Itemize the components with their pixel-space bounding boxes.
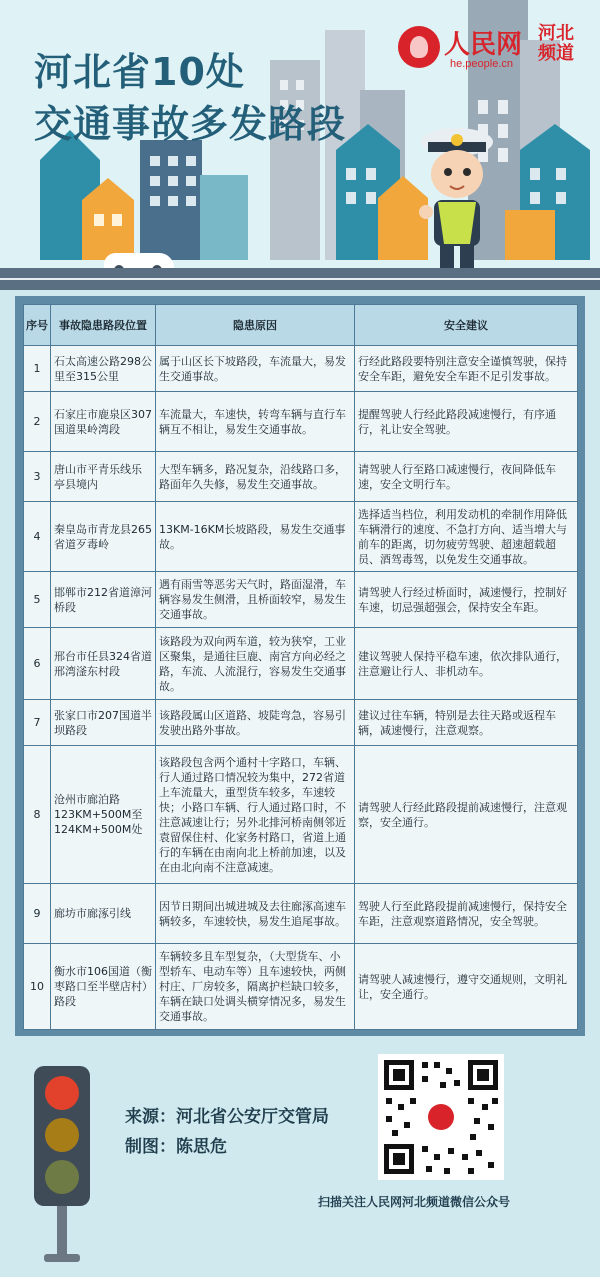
table-row — [24, 884, 578, 944]
qr-code-icon[interactable] — [378, 1054, 504, 1180]
source-credit: 来源：河北省公安厅交管局 — [125, 1107, 329, 1127]
row-advice: 请驾驶人行经过桥面时，减速慢行，控制好车速，切忌强超强会，保持安全车距。 — [355, 572, 578, 628]
row-index: 10 — [24, 944, 51, 1030]
header-cause: 隐患原因 — [156, 305, 355, 346]
row-cause: 属于山区长下坡路段，车流量大，易发生交通事故。 — [156, 346, 355, 392]
header-banner — [0, 0, 600, 290]
accident-sections-table — [23, 304, 578, 1030]
amber-lamp-icon — [45, 1118, 79, 1152]
logo-channel: 河北频道 — [538, 23, 574, 64]
people-daily-logo — [398, 22, 588, 78]
table-row — [24, 700, 578, 746]
row-location: 石家庄市鹿泉区307国道果岭湾段 — [51, 392, 156, 452]
row-location: 秦皇岛市青龙县265省道歹毒岭 — [51, 502, 156, 572]
row-advice: 请驾驶人行经此路段提前减速慢行，注意观察，安全通行。 — [355, 746, 578, 884]
credits — [125, 1102, 329, 1162]
footer — [0, 1040, 600, 1277]
row-location: 衡水市106国道（衡枣路口至半壁店村）路段 — [51, 944, 156, 1030]
header-location: 事故隐患路段位置 — [51, 305, 156, 346]
row-location: 石太高速公路298公里至315公里 — [51, 346, 156, 392]
row-location: 唐山市平青乐线乐亭县境内 — [51, 452, 156, 502]
row-advice: 行经此路段要特别注意安全谨慎驾驶，保持安全车距，避免安全车距不足引发事故。 — [355, 346, 578, 392]
row-index: 5 — [24, 572, 51, 628]
row-advice: 建议驾驶人保持平稳车速，依次排队通行，注意避让行人、非机动车。 — [355, 628, 578, 700]
table-row — [24, 572, 578, 628]
row-cause: 该路段为双向两车道，较为狭窄，工业区聚集，是通往巨鹿、南宫方向必经之路，车流、人流混行，容易发生交通事故。 — [156, 628, 355, 700]
title-line-1: 河北省10处 — [34, 50, 245, 94]
green-lamp-icon — [45, 1160, 79, 1194]
table-row — [24, 628, 578, 700]
row-index: 7 — [24, 700, 51, 746]
row-advice: 驾驶人行至此路段提前减速慢行，保持安全车距，注意观察道路情况，安全驾驶。 — [355, 884, 578, 944]
header-index: 序号 — [24, 305, 51, 346]
table-row — [24, 346, 578, 392]
row-index: 4 — [24, 502, 51, 572]
row-advice: 提醒驾驶人行经此路段减速慢行，有序通行，礼让安全驾驶。 — [355, 392, 578, 452]
row-location: 沧州市廊泊路123KM+500M至124KM+500M处 — [51, 746, 156, 884]
row-location: 邯郸市212省道漳河桥段 — [51, 572, 156, 628]
header-advice: 安全建议 — [355, 305, 578, 346]
row-advice: 请驾驶人减速慢行，遵守交通规则，文明礼让，安全通行。 — [355, 944, 578, 1030]
row-location: 邢台市任县324省道邢湾滏东村段 — [51, 628, 156, 700]
table-row — [24, 452, 578, 502]
row-cause: 大型车辆多，路况复杂，沿线路口多，路面年久失修，易发生交通事故。 — [156, 452, 355, 502]
logo-name: 人民网 — [444, 30, 523, 60]
row-index: 2 — [24, 392, 51, 452]
row-advice: 建议过往车辆，特别是去往天路或返程车辆，减速慢行，注意观察。 — [355, 700, 578, 746]
row-cause: 车流量大，车速快，转弯车辆与直行车辆互不相让，易发生交通事故。 — [156, 392, 355, 452]
accident-table-frame — [15, 296, 585, 1036]
table-header-row — [24, 305, 578, 346]
red-lamp-icon — [45, 1076, 79, 1110]
row-index: 1 — [24, 346, 51, 392]
row-index: 9 — [24, 884, 51, 944]
row-cause: 因节日期间出城进城及去往廊涿高速车辆较多，车速较快，易发生追尾事故。 — [156, 884, 355, 944]
author-credit: 制图：陈思危 — [125, 1137, 227, 1157]
table-row — [24, 746, 578, 884]
row-cause: 该路段包含两个通村十字路口，车辆、行人通过路口情况较为集中，272省道上车流量大，重型货车较多，车速较快；小路口车辆、行人通过路口时，不注意减速让行；另外北排河桥南侧邻近袁留保住村、化家务村路口，省道上通行的车辆在由南向北上桥前加速，以及在由北向南不注意减速。 — [156, 746, 355, 884]
row-location: 张家口市207国道半坝路段 — [51, 700, 156, 746]
qr-caption: 扫描关注人民网河北频道微信公众号 — [318, 1195, 511, 1209]
row-cause: 13KM-16KM长坡路段，易发生交通事故。 — [156, 502, 355, 572]
logo-emblem-icon — [398, 26, 440, 68]
row-index: 8 — [24, 746, 51, 884]
row-cause: 遇有雨雪等恶劣天气时，路面湿滑，车辆容易发生侧滑，且桥面较窄，易发生交通事故。 — [156, 572, 355, 628]
table-row — [24, 392, 578, 452]
row-index: 3 — [24, 452, 51, 502]
table-row — [24, 502, 578, 572]
table-row — [24, 944, 578, 1030]
row-cause: 该路段属山区道路、坡陡弯急，容易引发驶出路外事故。 — [156, 700, 355, 746]
row-advice: 选择适当档位，利用发动机的牵制作用降低车辆滑行的速度、不急打方向、适当增大与前车的距离，切勿疲劳驾驶、超速超载超员、酒驾毒驾，以免发生交通事故。 — [355, 502, 578, 572]
traffic-light-icon — [34, 1066, 90, 1206]
row-location: 廊坊市廊涿引线 — [51, 884, 156, 944]
row-index: 6 — [24, 628, 51, 700]
logo-url: he.people.cn — [450, 58, 513, 70]
title-line-2: 交通事故多发路段 — [34, 102, 347, 146]
police-officer-illustration — [412, 120, 502, 280]
row-cause: 车辆较多且车型复杂，（大型货车、小型轿车、电动车等）且车速较快，两侧村庄、厂房较多，隔离护栏缺口较多，车辆在缺口处调头横穿情况多，易发生交通事故。 — [156, 944, 355, 1030]
row-advice: 请驾驶人行至路口减速慢行，夜间降低车速，安全文明行车。 — [355, 452, 578, 502]
page-title — [34, 46, 346, 150]
